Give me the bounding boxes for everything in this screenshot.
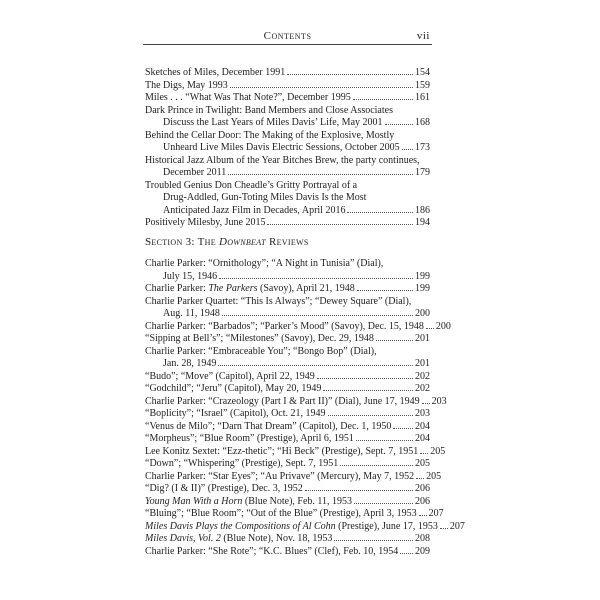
toc-page-number: 201 [415,333,430,344]
dot-leader [267,224,413,225]
toc-page-number: 209 [415,545,430,557]
toc-page-number: 154 [415,67,430,78]
toc-entry-text: Behind the Cellar Door: The Making of the Explosive, Mostly [145,129,395,141]
dot-leader [357,290,413,291]
toc-page-number: 194 [415,217,430,228]
toc-page-number: 199 [415,270,430,282]
toc-entry-rest: (Blue Note), Nov. 18, 1953 [220,533,333,544]
toc-entry-text: The Digs, May 1993 [145,79,228,91]
toc-page-number: 204 [415,420,430,432]
toc-entry-text: “Down”; “Whispering” (Prestige), Sept. 7, 1951 [145,458,339,469]
dot-leader [393,428,413,429]
section-label-end: Reviews [268,236,309,248]
toc-entry[interactable] [145,483,430,496]
toc-entry-text: Unheard Live Miles Davis Electric Sessions, October 2005 [163,142,400,153]
toc-page-number: 200 [435,320,451,332]
toc-entry[interactable] [145,346,430,371]
toc-page-number: 204 [415,433,430,444]
toc-entry-text: Lee Konitz Sextet: “Ezz-thetic”; “Hi Beck” (Prestige), Sept. 7, 1951 [145,445,419,457]
toc-page-number: 206 [415,495,430,507]
toc-entry-text: Troubled Genius Don Cheadle’s Gritty Portrayal of a [145,179,358,191]
toc-entry-text: Charlie Parker: “Barbados”; “Parker’s Mood” (Savoy), Dec. 15, 1948 [145,320,424,332]
toc-entry-text: Aug. 11, 1948 [163,308,220,319]
toc-entry-text [145,283,355,296]
dot-leader [420,453,428,454]
section-label: Section 3: The [145,236,216,248]
toc-page-number: 203 [415,408,430,419]
toc-entry[interactable] [145,105,430,130]
toc-entry-text: Positively Milesby, June 2015 [145,217,266,228]
dot-leader [317,378,413,379]
toc-entry-text: Dark Prince in Twilight: Band Members and Close Associates [145,104,393,116]
toc-entry-text: July 15, 1946 [163,270,218,282]
toc-entry-text: “Morpheus”; “Blue Room” (Prestige), April 6, 1951 [145,433,354,444]
dot-leader [354,503,413,504]
toc-page-number: 200 [415,308,430,319]
dot-leader [219,278,413,279]
toc-entry[interactable] [145,371,430,384]
toc-entry-text: Drug-Addled, Gun-Toting Miles Davis Is the Most [163,192,367,203]
toc-entry[interactable] [145,92,430,105]
toc-entry[interactable] [145,496,430,509]
dot-leader [353,99,413,100]
toc-entry[interactable] [145,67,430,80]
running-head-title: Contents [263,30,312,42]
toc-page-number: 206 [415,483,430,494]
dot-leader [305,490,413,491]
toc-page-number: 203 [431,395,447,407]
toc-entry-rest: (Savoy), April 21, 1948 [257,283,355,294]
toc-entry-italic-title: The Parkers [208,283,258,294]
toc-list-part1 [145,67,430,230]
toc-page-number: 161 [415,92,430,103]
toc-page-number: 205 [415,458,430,469]
toc-page-number: 205 [426,470,442,482]
toc-page-number: 186 [415,204,430,216]
toc-page-number: 202 [415,383,430,394]
toc-entry[interactable] [145,333,430,346]
toc-page-number: 168 [415,117,430,128]
toc-entry[interactable] [145,296,430,321]
toc-entry-text [145,496,352,509]
toc-entry-prefix: Charlie Parker: [145,283,209,294]
dot-leader [230,87,413,88]
page-number: vii [416,30,430,42]
toc-entry[interactable] [145,130,430,155]
toc-page-number: 202 [415,370,430,382]
toc-entry[interactable] [145,217,430,230]
toc-entry-text: Charlie Parker: “Crazeology (Part I & Part II)” (Dial), June 17, 1949 [145,395,420,407]
toc-entry[interactable] [145,408,430,421]
toc-entry-rest: (Prestige), June 17, 1953 [335,520,438,532]
toc-entry-italic-title: Young Man With a Horn [145,495,243,507]
dot-leader [416,478,424,479]
toc-entry-text: “Bluing”; “Blue Room”; “Out of the Blue” (Prestige), April 3, 1953 [145,508,417,519]
toc-entry-text: “Dig? (I & II)” (Prestige), Dec. 3, 1952 [145,483,303,494]
toc-page-number: 173 [415,142,430,153]
dot-leader [287,74,413,75]
toc-entry-text: Sketches of Miles, December 1991 [145,67,286,78]
dot-leader [334,540,413,541]
toc-page-number: 207 [428,508,444,519]
dot-leader [422,403,430,404]
toc-entry-italic-title: Miles Davis, Vol. 2 [145,533,221,544]
dot-leader [400,553,413,554]
toc-page-number: 201 [415,358,430,369]
toc-entry-text: Miles . . . “What Was That Note?”, December 1995 [145,92,351,103]
toc-entry-text: “Budo”; “Move” (Capitol), April 22, 1949 [145,370,315,382]
toc-entry[interactable] [145,395,447,409]
toc-list-part2 [145,258,465,558]
toc-entry-text: Jan. 28, 1949 [163,358,217,369]
toc-entry-text: “Sipping at Bell’s”; “Milestones” (Savoy), Dec. 29, 1948 [145,333,374,344]
dot-leader [222,315,413,316]
toc-page-number: 205 [430,445,446,457]
toc-entry[interactable] [145,155,430,180]
toc-entry[interactable] [145,520,465,534]
dot-leader [228,174,413,175]
toc-entry[interactable] [145,383,430,396]
toc-entry[interactable] [145,508,444,521]
dot-leader [356,440,413,441]
section-title-italic: Downbeat [218,236,266,248]
toc-entry-text: Charlie Parker: “Embraceable You”; “Bongo Bop” (Dial), [145,345,377,357]
toc-entry-text: Discuss the Last Years of Miles Davis’ Life, May 2001 [163,117,383,128]
toc-entry[interactable] [145,258,430,283]
toc-entry[interactable] [145,458,430,471]
dot-leader [328,415,413,416]
section-heading [145,236,309,248]
dot-leader [340,465,413,466]
toc-entry-text [145,533,332,546]
toc-page-number: 159 [415,79,430,91]
dot-leader [347,212,413,213]
dot-leader [385,124,413,125]
toc-entry[interactable] [145,320,451,334]
toc-entry-text: Charlie Parker Quartet: “This Is Always”; “Dewey Square” (Dial), [145,295,412,307]
toc-entry[interactable] [145,546,430,559]
toc-entry[interactable] [145,80,430,93]
toc-entry[interactable] [145,533,430,546]
dot-leader [323,390,413,391]
toc-entry[interactable] [145,470,442,484]
dot-leader [440,528,448,529]
toc-entry-italic-title: Miles Davis Plays the Compositions of Al Cohn [145,520,336,532]
toc-entry-text [145,521,438,534]
toc-entry-text: Charlie Parker: “Ornithology”; “A Night in Tunisia” (Dial), [145,258,384,269]
dot-leader [376,340,413,341]
toc-entry[interactable] [145,283,430,296]
toc-page-number: 179 [415,167,430,178]
dot-leader [402,149,413,150]
toc-entry[interactable] [145,180,430,218]
dot-leader [426,328,434,329]
toc-entry-text: Anticipated Jazz Film in Decades, April 2016 [163,204,346,216]
toc-entry-text: December 2011 [163,167,227,178]
toc-entry-text: “Boplicity”; “Israel” (Capitol), Oct. 21, 1949 [145,408,326,419]
toc-entry-rest: (Blue Note), Feb. 11, 1953 [242,495,353,507]
toc-page-number: 207 [449,520,465,532]
header-rule [143,44,432,45]
dot-leader [419,515,427,516]
toc-entry-text: Historical Jazz Album of the Year Bitches Brew, the party continues, [145,154,420,166]
toc-entry[interactable] [145,433,430,446]
toc-entry-text: Charlie Parker: “She Rote”; “K.C. Blues” (Clef), Feb. 10, 1954 [145,545,399,557]
toc-entry-text: “Godchild”; “Jeru” (Capitol), May 20, 1949 [145,383,322,394]
toc-entry[interactable] [145,421,430,434]
dot-leader [218,365,413,366]
toc-page-number: 208 [415,533,430,544]
toc-page-number: 199 [415,283,430,294]
toc-entry-text: Charlie Parker: “Star Eyes”; “Au Privave” (Mercury), May 7, 1952 [145,470,415,482]
toc-entry[interactable] [145,445,446,459]
toc-entry-text: “Venus de Milo”; “Darn That Dream” (Capitol), Dec. 1, 1950 [145,420,392,432]
